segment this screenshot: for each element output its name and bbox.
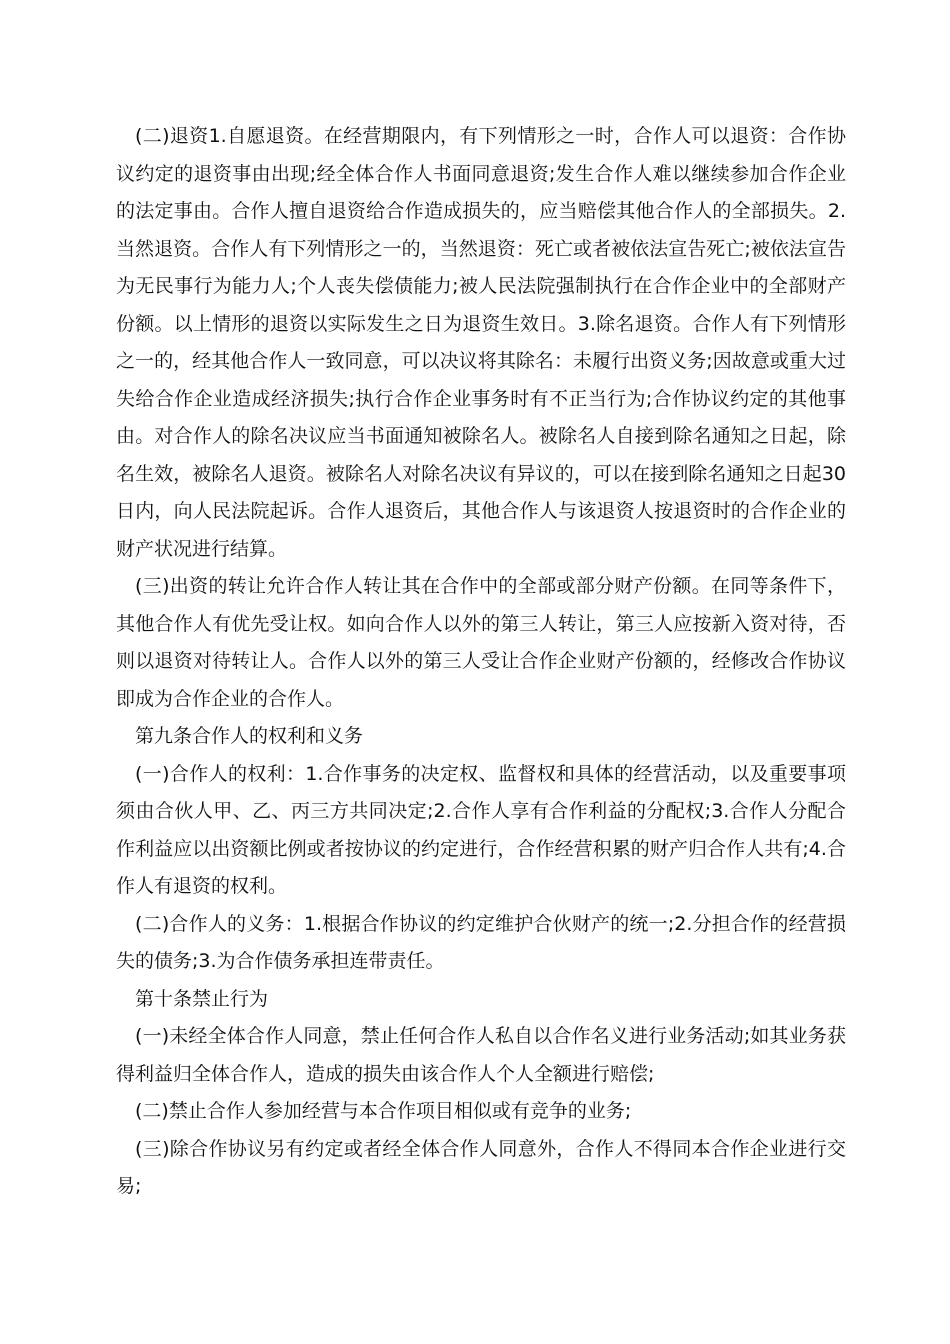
paragraph-prohibition-2: (二)禁止合作人参加经营与本合作项目相似或有竞争的业务; [135,1100,632,1122]
paragraph-prohibition-1: (一)未经全体合作人同意，禁止任何合作人私自以合作名义进行业务活动;如其业务获得利益归全体合作人，造成的损失由该合作人个人全额进行赔偿; [116,1025,846,1085]
article-9-heading: 第九条合作人的权利和义务 [135,725,364,747]
paragraph-partner-rights: (一)合作人的权利：1.合作事务的决定权、监督权和具体的经营活动，以及重要事项须由合伙人甲、乙、丙三方共同决定;2.合作人享有合作利益的分配权;3.合作人分配合作利益应以出资额比例或者按协议的约定进行，合作经营积累的财产归合作人共有;4.合作人有退资的权利。 [116,762,846,897]
paragraph-withdrawal: (二)退资1.自愿退资。在经营期限内，有下列情形之一时，合作人可以退资：合作协议约定的退资事由出现;经全体合作人书面同意退资;发生合作人难以继续参加合作企业的法定事由。合作人擅自退资给合作造成损失的，应当赔偿其他合作人的全部损失。2.当然退资。合作人有下列情形之一的，当然退资：死亡或者被依法宣告死亡;被依法宣告为无民事行为能力人;个人丧失偿债能力;被人民法院强制执行在合作企业中的全部财产份额。以上情形的退资以实际发生之日为退资生效日。3.除名退资。合作人有下列情形之一的，经其他合作人一致同意，可以决议将其除名：未履行出资义务;因故意或重大过失给合作企业造成经济损失;执行合作企业事务时有不正当行为;合作协议约定的其他事由。对合作人的除名决议应当书面通知被除名人。被除名人自接到除名通知之日起，除名生效，被除名人退资。被除名人对除名决议有异议的，可以在接到除名通知之日起30日内，向人民法院起诉。合作人退资后，其他合作人与该退资人按退资时的合作企业的财产状况进行结算。 [116,125,846,560]
paragraph-partner-obligations: (二)合作人的义务：1.根据合作协议的约定维护合伙财产的统一;2.分担合作的经营损失的债务;3.为合作债务承担连带责任。 [116,912,846,972]
document-body [116,118,846,1206]
article-10-heading: 第十条禁止行为 [135,987,269,1010]
paragraph-capital-transfer: (三)出资的转让允许合作人转让其在合作中的全部或部分财产份额。在同等条件下，其他合作人有优先受让权。如向合作人以外的第三人转让，第三人应按新入资对待，否则以退资对待转让人。合作人以外的第三人受让合作企业财产份额的，经修改合作协议即成为合作企业的合作人。 [116,575,846,710]
paragraph-prohibition-3: (三)除合作协议另有约定或者经全体合作人同意外，合作人不得同本合作企业进行交易; [116,1137,846,1197]
